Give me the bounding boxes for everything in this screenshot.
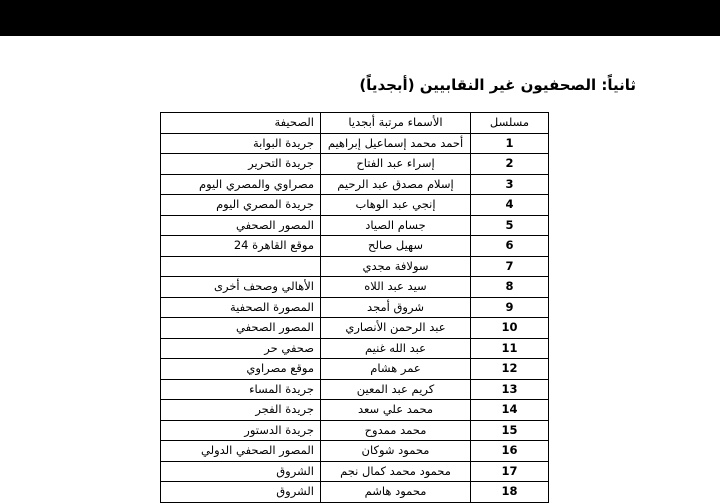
name-cell: إنجي عبد الوهاب	[321, 195, 471, 216]
serial-cell: 2	[471, 154, 549, 175]
journalists-table	[160, 112, 549, 503]
serial-cell: 3	[471, 174, 549, 195]
serial-cell: 15	[471, 420, 549, 441]
serial-cell: 4	[471, 195, 549, 216]
name-cell: محمود شوكان	[321, 441, 471, 462]
newspaper-column-header: الصحيفة	[161, 113, 321, 134]
table-row	[161, 195, 549, 216]
serial-cell: 8	[471, 277, 549, 298]
newspaper-cell: مصراوي والمصري اليوم	[161, 174, 321, 195]
name-cell: عمر هشام	[321, 359, 471, 380]
serial-cell: 5	[471, 215, 549, 236]
serial-cell: 7	[471, 256, 549, 277]
table-row	[161, 420, 549, 441]
name-cell: عبد الرحمن الأنصاري	[321, 318, 471, 339]
serial-cell: 10	[471, 318, 549, 339]
serial-cell: 17	[471, 461, 549, 482]
serial-cell: 6	[471, 236, 549, 257]
newspaper-cell: المصور الصحفي	[161, 318, 321, 339]
serial-cell: 13	[471, 379, 549, 400]
newspaper-cell: الشروق	[161, 461, 321, 482]
table-row	[161, 215, 549, 236]
serial-cell: 1	[471, 133, 549, 154]
newspaper-cell: الشروق	[161, 482, 321, 503]
table-row	[161, 379, 549, 400]
table-row	[161, 359, 549, 380]
name-cell: شروق أمجد	[321, 297, 471, 318]
name-cell: سيد عبد اللاه	[321, 277, 471, 298]
table-row	[161, 297, 549, 318]
serial-cell: 11	[471, 338, 549, 359]
newspaper-cell: جريدة المساء	[161, 379, 321, 400]
name-cell: سهيل صالح	[321, 236, 471, 257]
section-heading: ثانياً: الصحفيون غير النقابيين (أبجدياً)	[359, 76, 636, 94]
newspaper-cell: موقع القاهرة 24	[161, 236, 321, 257]
newspaper-cell: جريدة التحرير	[161, 154, 321, 175]
table-row	[161, 441, 549, 462]
newspaper-cell: جريدة المصري اليوم	[161, 195, 321, 216]
serial-cell: 9	[471, 297, 549, 318]
name-cell: محمد ممدوح	[321, 420, 471, 441]
table-row	[161, 318, 549, 339]
table-row	[161, 174, 549, 195]
name-cell: محمود هاشم	[321, 482, 471, 503]
serial-column-header: مسلسل	[471, 113, 549, 134]
serial-cell: 14	[471, 400, 549, 421]
name-cell: جسام الصياد	[321, 215, 471, 236]
name-cell: أحمد محمد إسماعيل إبراهيم	[321, 133, 471, 154]
top-dark-bar	[0, 0, 720, 36]
name-cell: محمود محمد كمال نجم	[321, 461, 471, 482]
newspaper-cell	[161, 256, 321, 277]
newspaper-cell: صحفي حر	[161, 338, 321, 359]
name-cell: إسلام مصدق عبد الرحيم	[321, 174, 471, 195]
table-row	[161, 338, 549, 359]
newspaper-cell: المصور الصحفي	[161, 215, 321, 236]
table-row	[161, 133, 549, 154]
newspaper-cell: المصور الصحفي الدولي	[161, 441, 321, 462]
name-cell: إسراء عبد الفتاح	[321, 154, 471, 175]
serial-cell: 16	[471, 441, 549, 462]
table-row	[161, 256, 549, 277]
newspaper-cell: جريدة البوابة	[161, 133, 321, 154]
serial-cell: 12	[471, 359, 549, 380]
newspaper-cell: جريدة الفجر	[161, 400, 321, 421]
table-row	[161, 277, 549, 298]
table-header-row	[161, 113, 549, 134]
name-cell: عبد الله غنيم	[321, 338, 471, 359]
table-row	[161, 461, 549, 482]
name-column-header: الأسماء مرتبة أبجديا	[321, 113, 471, 134]
serial-cell: 18	[471, 482, 549, 503]
newspaper-cell: موقع مصراوي	[161, 359, 321, 380]
table-row	[161, 154, 549, 175]
table-row	[161, 236, 549, 257]
newspaper-cell: جريدة الدستور	[161, 420, 321, 441]
newspaper-cell: الأهالي وصحف أخرى	[161, 277, 321, 298]
newspaper-cell: المصورة الصحفية	[161, 297, 321, 318]
table-row	[161, 400, 549, 421]
name-cell: محمد علي سعد	[321, 400, 471, 421]
name-cell: كريم عبد المعين	[321, 379, 471, 400]
name-cell: سولافة مجدي	[321, 256, 471, 277]
